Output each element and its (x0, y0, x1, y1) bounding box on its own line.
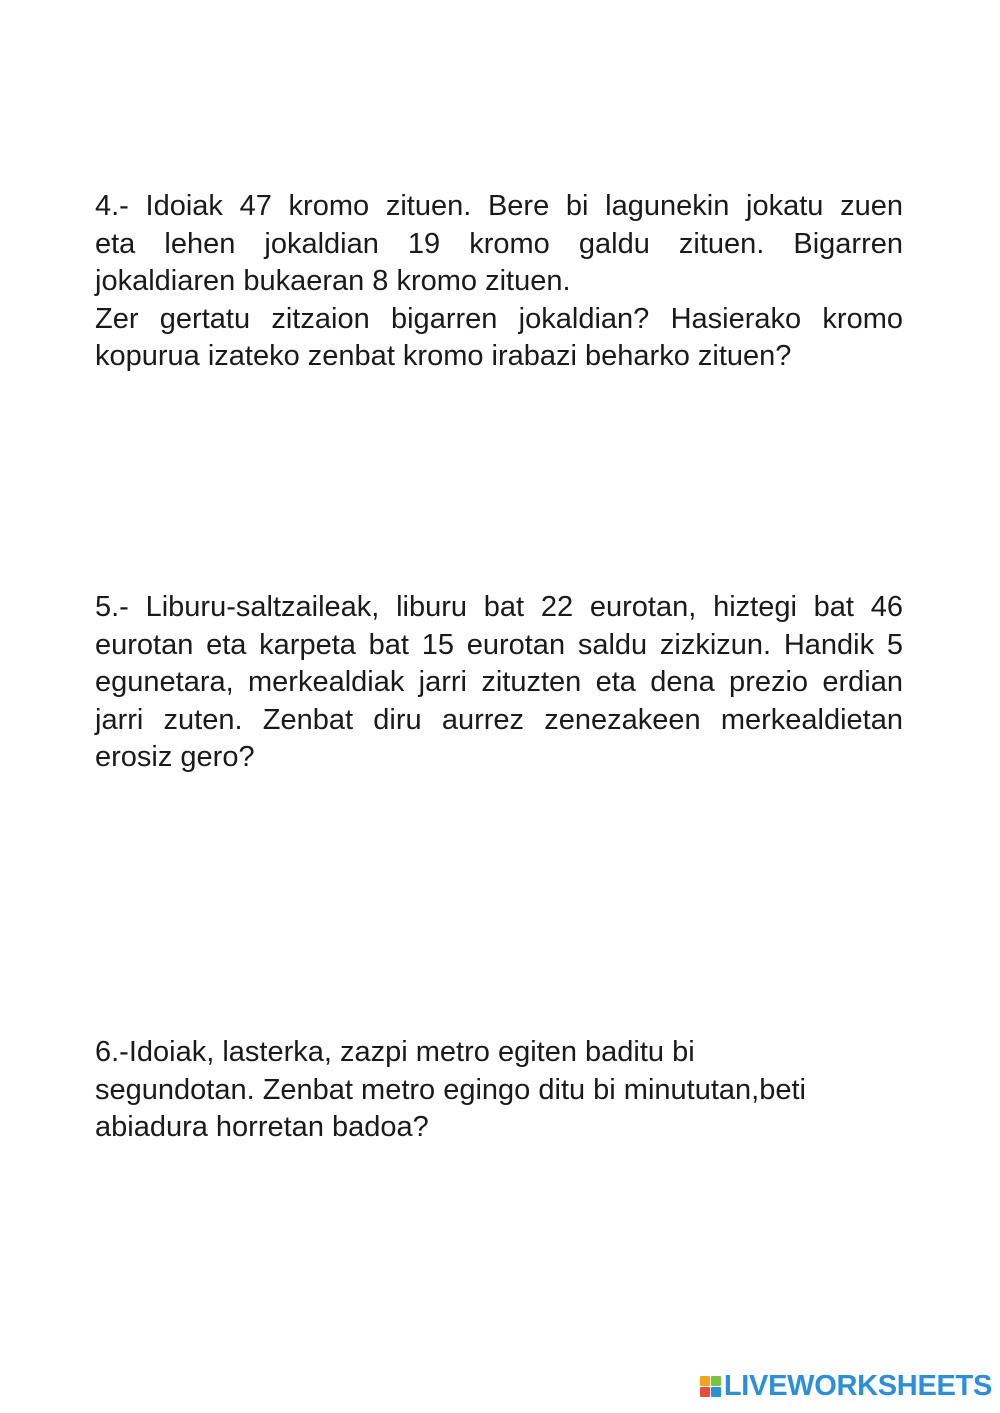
problem-4-question-line-2: kopurua izateko zenbat kromo irabazi beharko zituen? (95, 340, 792, 372)
problem-4-line-3: jokaldiaren bukaeran 8 kromo zituen. (95, 265, 571, 297)
logo-squares-icon (700, 1376, 721, 1397)
problem-4-question-line-1: Zer gertatu zitzaion bigarren jokaldian? Hasierako kromo (95, 302, 903, 335)
liveworksheets-logo (700, 1369, 992, 1403)
problem-6-line-1: 6.-Idoiak, lasterka, zazpi metro egiten baditu bi (95, 1036, 695, 1068)
problem-6-line-3: abiadura horretan badoa? (95, 1111, 429, 1143)
logo-square-4 (711, 1387, 721, 1397)
logo-text: LIVEWORKSHEETS (723, 1369, 992, 1402)
logo-square-3 (700, 1387, 710, 1397)
logo-square-1 (700, 1376, 710, 1386)
problem-5 (95, 589, 903, 777)
problem-5-text: 5.- Liburu-saltzaileak, liburu bat 22 eurotan, hiztegi bat 46 eurotan eta karpeta bat 15 eurotan saldu zizkizun. Handik 5 egunetara, merkealdiak jarri zituzten eta dena prezio erdian jarri zuten. Zenbat diru aurrez zenezakeen merkealdietan erosiz gero? (95, 591, 903, 773)
logo-square-2 (711, 1376, 721, 1386)
problem-6-line-2: segundotan. Zenbat metro egingo ditu bi minututan,beti (95, 1073, 806, 1106)
problem-4 (95, 188, 903, 376)
problem-6 (95, 1034, 903, 1147)
problem-4-line-1: 4.- Idoiak 47 kromo zituen. Bere bi lagunekin jokatu zuen (95, 190, 903, 222)
problem-4-line-2: eta lehen jokaldian 19 kromo galdu zituen. Bigarren (95, 227, 903, 260)
